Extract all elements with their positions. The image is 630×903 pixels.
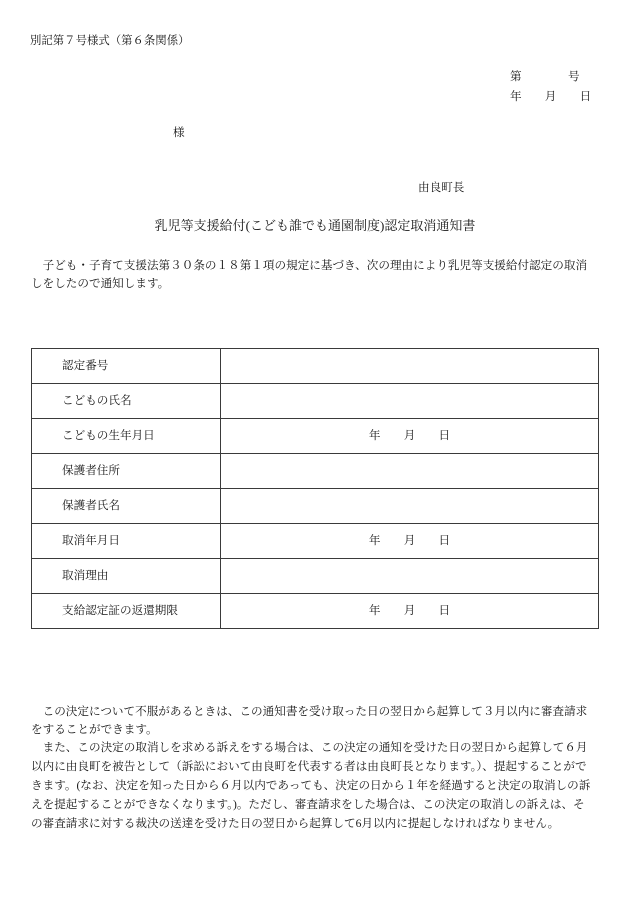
row-label: 保護者住所 <box>32 454 221 489</box>
notice-line: また、この決定の取消しを求める訴えをする場合は、この決定の通知を受けた日の翌日から起算して６月 <box>31 741 588 754</box>
table-row <box>32 524 599 559</box>
row-value <box>221 349 599 384</box>
document-date: 年 月 日 <box>510 90 592 103</box>
notice-line: の審査請求に対する裁決の送達を受けた日の翌日から起算して6月以内に提起しなければなりません。 <box>31 817 560 830</box>
table-row <box>32 594 599 629</box>
notice-line: この決定について不服があるときは、この通知書を受け取った日の翌日から起算して３月以内に審査請求 <box>31 705 588 718</box>
row-label: 取消理由 <box>32 559 221 594</box>
form-number: 別記第７号様式（第６条関係） <box>30 35 190 47</box>
document-number: 第 号 <box>510 70 580 83</box>
table-row <box>32 349 599 384</box>
row-value: 年 月 日 <box>221 594 599 629</box>
row-value <box>221 559 599 594</box>
issuer-name: 由良町長 <box>418 181 465 194</box>
row-label: 認定番号 <box>32 349 221 384</box>
intro-line: 子ども・子育て支援法第３０条の１８第１項の規定に基づき、次の理由により乳児等支援給付認定の取消 <box>31 259 588 272</box>
row-value <box>221 489 599 524</box>
table-row <box>32 419 599 454</box>
table-row <box>32 489 599 524</box>
details-table <box>31 348 599 629</box>
row-label: こどもの生年月日 <box>32 419 221 454</box>
row-value: 年 月 日 <box>221 524 599 559</box>
notice-line: をすることができます。 <box>31 723 158 736</box>
notice-line: きます。(なお、決定を知った日から６月以内であっても、決定の日から１年を経過すると決定の取消しの訴 <box>31 779 591 792</box>
table-row <box>32 454 599 489</box>
document-title: 乳児等支援給付(こども誰でも通園制度)認定取消通知書 <box>154 218 476 233</box>
notice-line: 以内に由良町を被告として（訴訟において由良町を代表する者は由良町長となります。）、提起することがで <box>31 760 587 773</box>
row-label: 支給認定証の返還期限 <box>32 594 221 629</box>
row-value: 年 月 日 <box>221 419 599 454</box>
table-row <box>32 384 599 419</box>
intro-line: しをしたので通知します。 <box>31 277 170 290</box>
row-label: 取消年月日 <box>32 524 221 559</box>
row-value <box>221 384 599 419</box>
row-value <box>221 454 599 489</box>
notice-line: えを提起することができなくなります。)。ただし、審査請求をした場合は、この決定の取消しの訴えは、そ <box>31 798 585 811</box>
row-label: こどもの氏名 <box>32 384 221 419</box>
table-row <box>32 559 599 594</box>
addressee-suffix: 様 <box>173 126 185 139</box>
row-label: 保護者氏名 <box>32 489 221 524</box>
